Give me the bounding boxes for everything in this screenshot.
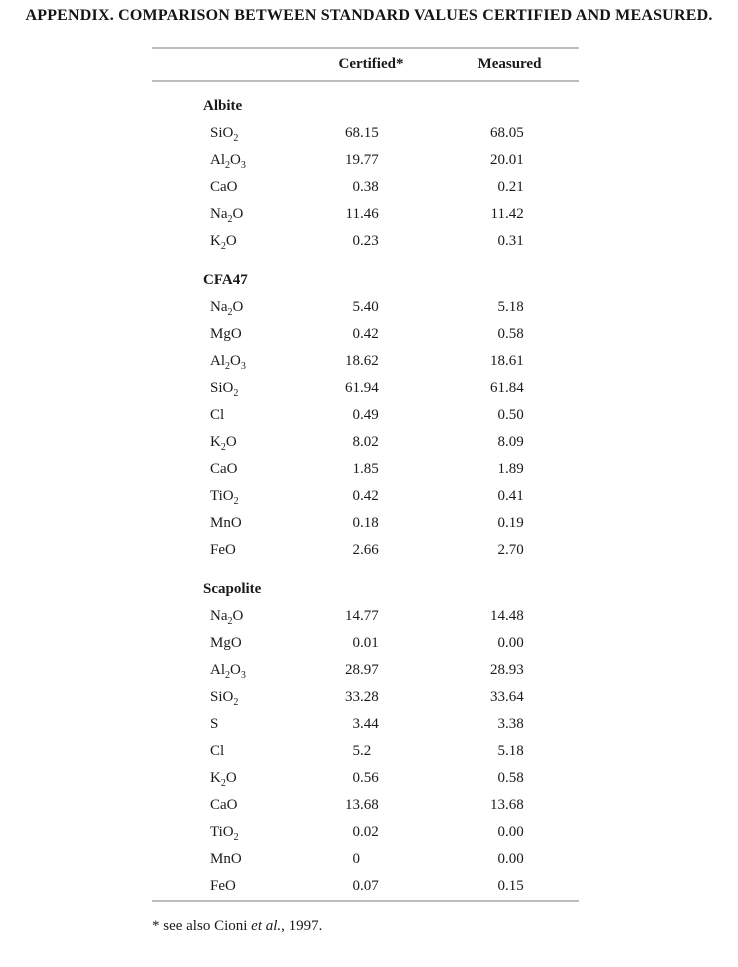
table-row xyxy=(152,711,579,738)
formula-cell: TiO$_2$ xyxy=(210,488,239,507)
measured-frac: .68 xyxy=(505,797,524,813)
measured-value xyxy=(440,174,579,201)
certified-frac: .46 xyxy=(360,206,379,222)
table-rule-bottom xyxy=(152,900,579,902)
table-body xyxy=(152,82,579,900)
certified-frac: .62 xyxy=(360,353,379,369)
table-section xyxy=(152,93,579,255)
measured-value xyxy=(440,657,579,684)
certified-value xyxy=(302,738,440,765)
measured-frac: .64 xyxy=(505,689,524,705)
certified-value xyxy=(302,765,440,792)
measured-value xyxy=(440,630,579,657)
measured-int: 13 xyxy=(490,797,505,813)
certified-value xyxy=(302,819,440,846)
measured-value xyxy=(440,792,579,819)
certified-value xyxy=(302,846,440,873)
certified-frac: .28 xyxy=(360,689,379,705)
certified-frac: .38 xyxy=(360,179,379,195)
certified-int: 28 xyxy=(345,662,360,678)
certified-int: 11 xyxy=(345,206,360,222)
measured-value xyxy=(440,120,579,147)
measured-value xyxy=(440,738,579,765)
measured-value xyxy=(440,684,579,711)
certified-frac: .40 xyxy=(360,299,379,315)
table-row xyxy=(152,738,579,765)
formula-cell: SiO$_2$ xyxy=(210,689,239,708)
certified-frac: .68 xyxy=(360,797,379,813)
certified-value xyxy=(302,684,440,711)
measured-int: 0 xyxy=(497,851,505,867)
section-title: CFA47 xyxy=(203,272,248,288)
certified-frac: .15 xyxy=(360,125,379,141)
certified-frac: .01 xyxy=(360,635,379,651)
table-row xyxy=(152,375,579,402)
measured-int: 5 xyxy=(497,743,505,759)
measured-frac: .21 xyxy=(505,179,524,195)
measured-int: 18 xyxy=(490,353,505,369)
measured-value xyxy=(440,456,579,483)
certified-frac: .02 xyxy=(360,434,379,450)
measured-frac: .31 xyxy=(505,233,524,249)
measured-value xyxy=(440,711,579,738)
formula-cell: CaO xyxy=(210,461,238,477)
measured-value xyxy=(440,873,579,900)
formula-cell: CaO xyxy=(210,179,238,195)
table-row xyxy=(152,228,579,255)
certified-int: 0 xyxy=(352,824,360,840)
certified-int: 5 xyxy=(352,743,360,759)
measured-int: 0 xyxy=(497,179,505,195)
measured-value xyxy=(440,603,579,630)
certified-value xyxy=(302,294,440,321)
measured-frac: .18 xyxy=(505,299,524,315)
table-row xyxy=(152,348,579,375)
column-header-measured: Measured xyxy=(477,56,542,72)
certified-int: 0 xyxy=(352,326,360,342)
measured-int: 0 xyxy=(497,488,505,504)
certified-value xyxy=(302,630,440,657)
certified-value xyxy=(302,120,440,147)
measured-frac: .48 xyxy=(505,608,524,624)
formula-cell: $K_2O$ xyxy=(210,770,237,789)
certified-frac: .02 xyxy=(360,824,379,840)
certified-value xyxy=(302,603,440,630)
table-row xyxy=(152,846,579,873)
measured-frac: .58 xyxy=(505,326,524,342)
certified-value xyxy=(302,429,440,456)
certified-value xyxy=(302,711,440,738)
measured-int: 0 xyxy=(497,326,505,342)
measured-int: 28 xyxy=(490,662,505,678)
certified-int: 2 xyxy=(352,542,360,558)
table-row xyxy=(152,873,579,900)
table-row xyxy=(152,429,579,456)
formula-cell: MnO xyxy=(210,851,242,867)
table-row xyxy=(152,792,579,819)
measured-int: 68 xyxy=(490,125,505,141)
table-row xyxy=(152,201,579,228)
measured-value xyxy=(440,429,579,456)
certified-int: 0 xyxy=(352,233,360,249)
measured-int: 20 xyxy=(490,152,505,168)
measured-value xyxy=(440,348,579,375)
measured-int: 1 xyxy=(497,461,505,477)
table-header-row xyxy=(152,49,579,80)
certified-value xyxy=(302,510,440,537)
certified-frac: .42 xyxy=(360,326,379,342)
measured-frac: .58 xyxy=(505,770,524,786)
table-section xyxy=(152,576,579,900)
measured-frac: .19 xyxy=(505,515,524,531)
certified-value xyxy=(302,456,440,483)
measured-int: 0 xyxy=(497,878,505,894)
measured-frac: .05 xyxy=(505,125,524,141)
measured-frac: .84 xyxy=(505,380,524,396)
measured-int: 2 xyxy=(497,542,505,558)
measured-frac: .00 xyxy=(505,824,524,840)
formula-cell: MgO xyxy=(210,326,242,342)
formula-cell: $Na_2O$ xyxy=(210,299,244,318)
table-row xyxy=(152,819,579,846)
table-row xyxy=(152,684,579,711)
formula-cell: CaO xyxy=(210,797,238,813)
measured-int: 0 xyxy=(497,770,505,786)
formula-cell: $Al_2O_3$ xyxy=(210,662,246,681)
measured-frac: .01 xyxy=(505,152,524,168)
formula-cell: FeO xyxy=(210,542,236,558)
measured-frac: .00 xyxy=(505,635,524,651)
footnote-prefix: * see also Cioni xyxy=(152,918,252,934)
certified-frac: .56 xyxy=(360,770,379,786)
certified-int: 0 xyxy=(352,770,360,786)
measured-value xyxy=(440,765,579,792)
measured-frac: .09 xyxy=(505,434,524,450)
table-row xyxy=(152,657,579,684)
measured-value xyxy=(440,510,579,537)
formula-cell: $Na_2O$ xyxy=(210,608,244,627)
certified-frac: .18 xyxy=(360,515,379,531)
certified-int: 0 xyxy=(352,878,360,894)
certified-int: 1 xyxy=(352,461,360,477)
table-row xyxy=(152,537,579,564)
measured-frac: .42 xyxy=(505,206,524,222)
table-row xyxy=(152,174,579,201)
measured-frac: .89 xyxy=(505,461,524,477)
formula-cell: FeO xyxy=(210,878,236,894)
measured-frac: .70 xyxy=(505,542,524,558)
measured-int: 8 xyxy=(497,434,505,450)
formula-cell: MgO xyxy=(210,635,242,651)
certified-frac: .77 xyxy=(360,608,379,624)
measured-frac: .18 xyxy=(505,743,524,759)
certified-int: 68 xyxy=(345,125,360,141)
measured-int: 61 xyxy=(490,380,505,396)
certified-int: 18 xyxy=(345,353,360,369)
measured-value xyxy=(440,846,579,873)
measured-value xyxy=(440,375,579,402)
certified-int: 0 xyxy=(352,179,360,195)
certified-int: 0 xyxy=(352,851,360,867)
certified-int: 14 xyxy=(345,608,360,624)
measured-value xyxy=(440,228,579,255)
certified-value xyxy=(302,537,440,564)
certified-frac: .07 xyxy=(360,878,379,894)
measured-value xyxy=(440,147,579,174)
formula-cell: SiO$_2$ xyxy=(210,125,239,144)
table-row xyxy=(152,630,579,657)
formula-cell: $K_2O$ xyxy=(210,233,237,252)
formula-cell: $Al_2O_3$ xyxy=(210,152,246,171)
certified-int: 8 xyxy=(352,434,360,450)
formula-cell: MnO xyxy=(210,515,242,531)
certified-frac: .77 xyxy=(360,152,379,168)
section-title: Scapolite xyxy=(203,581,262,597)
table-row xyxy=(152,483,579,510)
appendix-title: APPENDIX. COMPARISON BETWEEN STANDARD VALUES CERTIFIED AND MEASURED. xyxy=(25,7,713,24)
measured-int: 0 xyxy=(497,635,505,651)
certified-value xyxy=(302,228,440,255)
measured-frac: .15 xyxy=(505,878,524,894)
measured-frac: .93 xyxy=(505,662,524,678)
certified-frac: .44 xyxy=(360,716,379,732)
certified-value xyxy=(302,348,440,375)
certified-value xyxy=(302,147,440,174)
certified-value xyxy=(302,873,440,900)
formula-cell: $Al_2O_3$ xyxy=(210,353,246,372)
table-row xyxy=(152,402,579,429)
certified-value xyxy=(302,174,440,201)
certified-value xyxy=(302,375,440,402)
formula-cell: Cl xyxy=(210,407,225,423)
measured-frac: .38 xyxy=(505,716,524,732)
footnote-suffix: , 1997. xyxy=(281,918,323,934)
certified-int: 5 xyxy=(352,299,360,315)
table-row xyxy=(152,120,579,147)
measured-int: 3 xyxy=(497,716,505,732)
formula-cell: SiO$_2$ xyxy=(210,380,239,399)
certified-value xyxy=(302,792,440,819)
measured-value xyxy=(440,294,579,321)
measured-frac: .00 xyxy=(505,851,524,867)
measured-value xyxy=(440,201,579,228)
measured-int: 14 xyxy=(490,608,505,624)
certified-int: 0 xyxy=(352,635,360,651)
certified-value xyxy=(302,321,440,348)
certified-value xyxy=(302,201,440,228)
measured-int: 0 xyxy=(497,233,505,249)
measured-int: 5 xyxy=(497,299,505,315)
certified-frac: .66 xyxy=(360,542,379,558)
certified-frac: .23 xyxy=(360,233,379,249)
certified-frac: .85 xyxy=(360,461,379,477)
certified-frac: .97 xyxy=(360,662,379,678)
measured-value xyxy=(440,819,579,846)
certified-frac: .2 xyxy=(360,743,372,759)
certified-int: 0 xyxy=(352,515,360,531)
measured-value xyxy=(440,321,579,348)
table-row xyxy=(152,321,579,348)
table-row xyxy=(152,603,579,630)
table-row xyxy=(152,147,579,174)
footnote-etal: et al. xyxy=(251,918,282,934)
formula-cell: $Na_2O$ xyxy=(210,206,244,225)
measured-int: 11 xyxy=(490,206,505,222)
measured-value xyxy=(440,537,579,564)
certified-value xyxy=(302,402,440,429)
formula-cell: TiO$_2$ xyxy=(210,824,239,843)
table-row xyxy=(152,510,579,537)
table-row xyxy=(152,765,579,792)
measured-frac: .50 xyxy=(505,407,524,423)
table-row xyxy=(152,456,579,483)
certified-value xyxy=(302,657,440,684)
measured-value xyxy=(440,483,579,510)
column-header-certified: Certified* xyxy=(338,56,404,72)
certified-int: 3 xyxy=(352,716,360,732)
certified-int: 13 xyxy=(345,797,360,813)
measured-int: 0 xyxy=(497,824,505,840)
certified-int: 0 xyxy=(352,488,360,504)
footnote xyxy=(152,918,322,935)
certified-int: 33 xyxy=(345,689,360,705)
certified-value xyxy=(302,483,440,510)
measured-frac: .61 xyxy=(505,353,524,369)
certified-int: 0 xyxy=(352,407,360,423)
measured-value xyxy=(440,402,579,429)
certified-int: 19 xyxy=(345,152,360,168)
formula-cell: Cl xyxy=(210,743,225,759)
measured-int: 0 xyxy=(497,515,505,531)
section-title: Albite xyxy=(203,98,243,114)
certified-int: 61 xyxy=(345,380,360,396)
measured-int: 33 xyxy=(490,689,505,705)
measured-frac: .41 xyxy=(505,488,524,504)
table-row xyxy=(152,294,579,321)
formula-cell: S xyxy=(210,716,219,732)
certified-frac: .42 xyxy=(360,488,379,504)
certified-frac: .94 xyxy=(360,380,379,396)
certified-frac: .49 xyxy=(360,407,379,423)
comparison-table xyxy=(152,47,579,902)
table-section xyxy=(152,267,579,564)
measured-int: 0 xyxy=(497,407,505,423)
formula-cell: $K_2O$ xyxy=(210,434,237,453)
